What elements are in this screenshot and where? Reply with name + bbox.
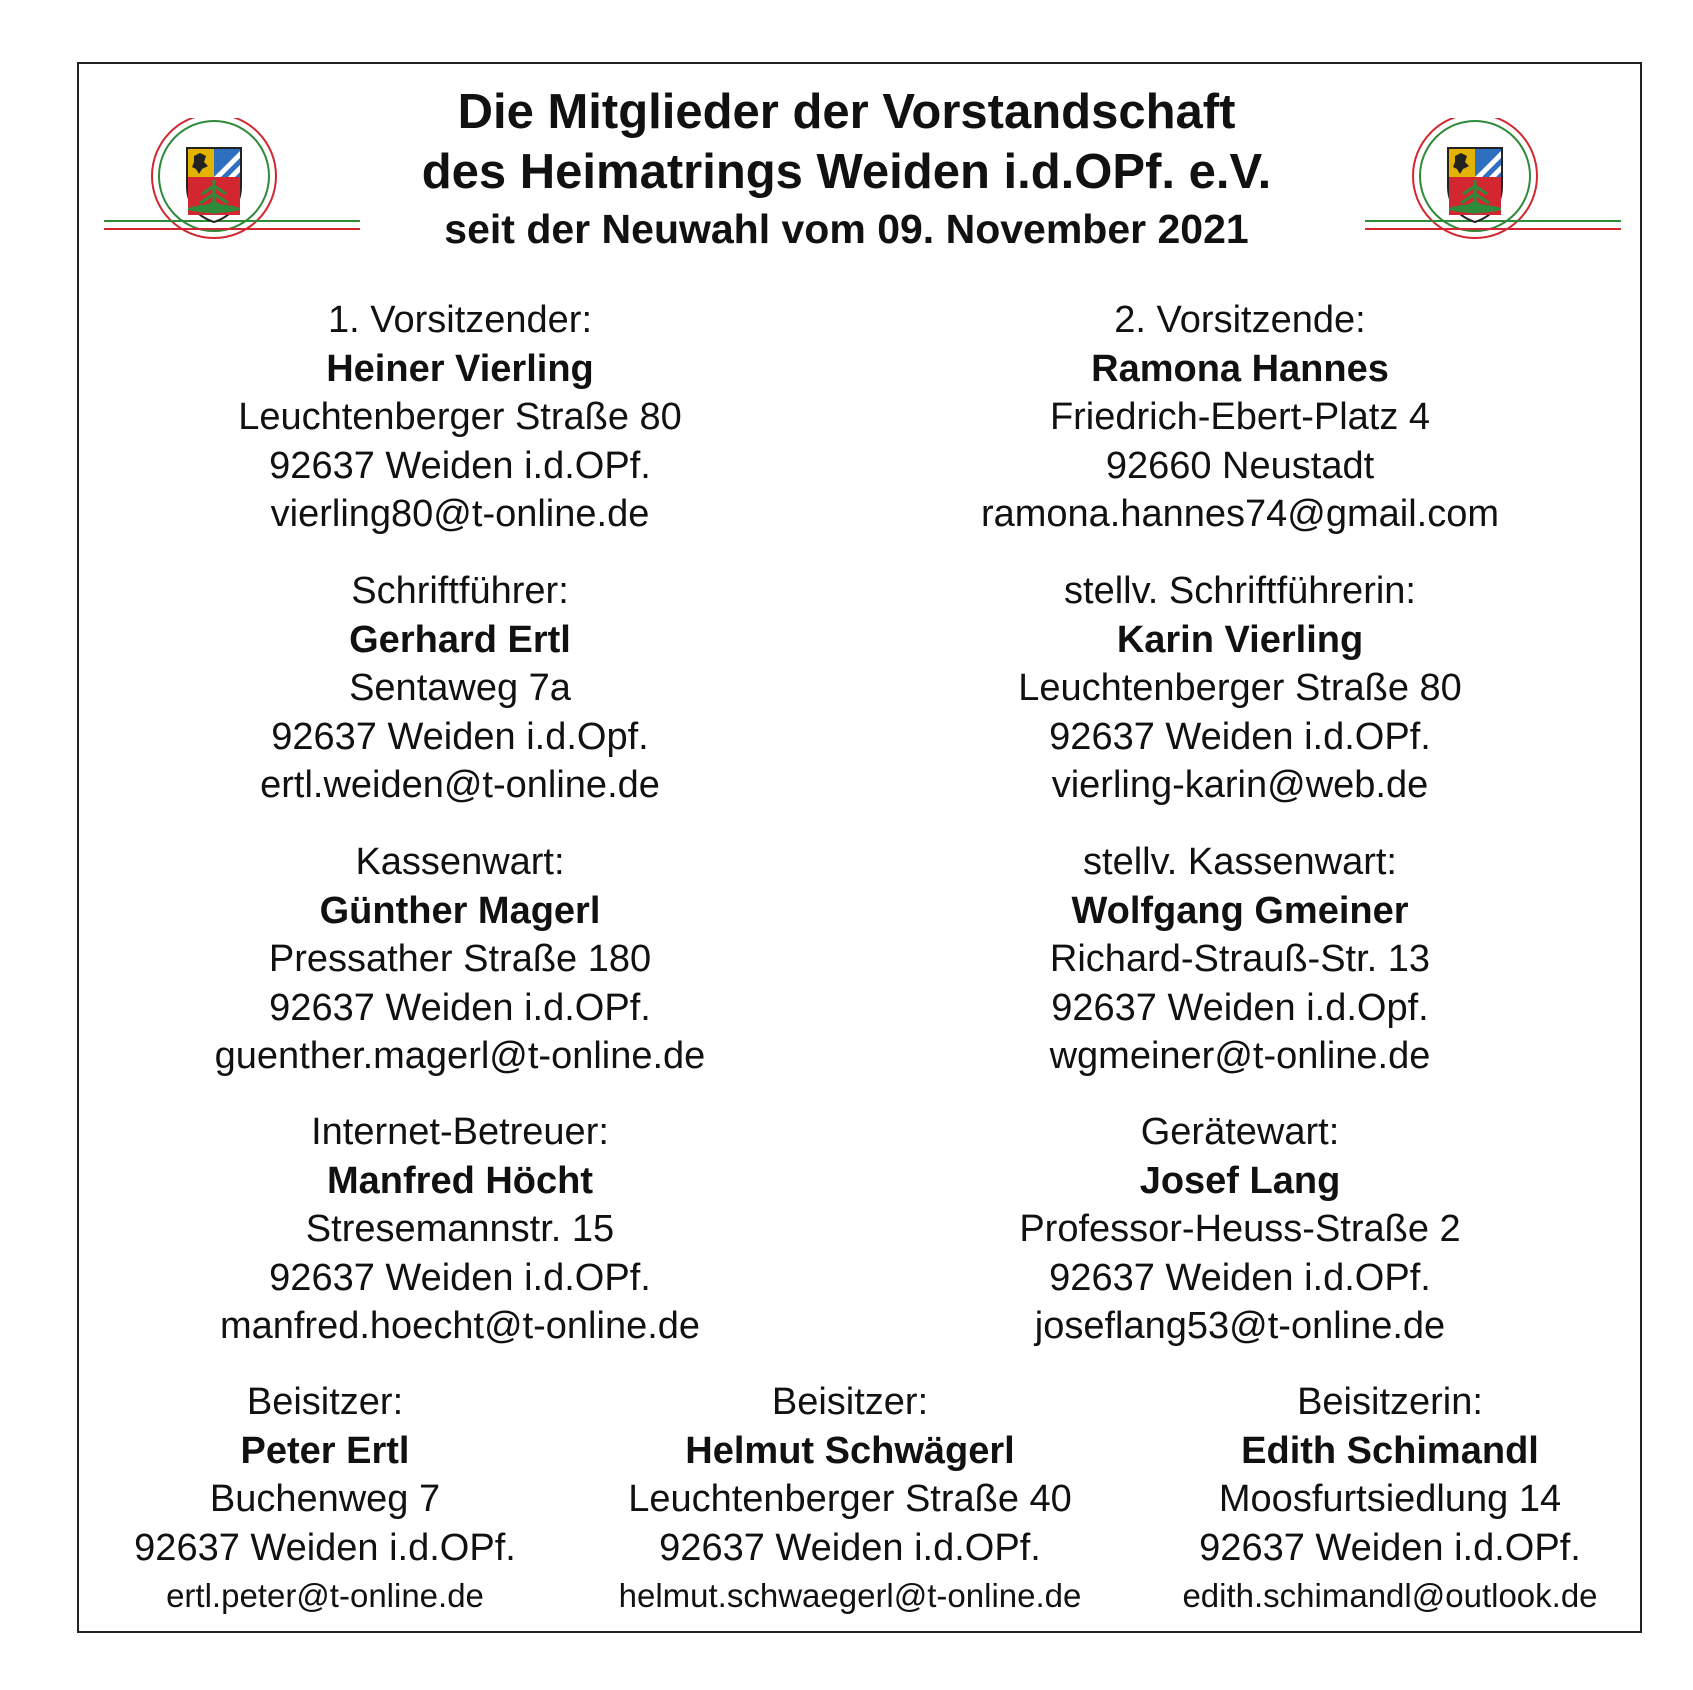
member-city: 92637 Weiden i.d.Opf. [271,715,649,758]
member-street: Friedrich-Ebert-Platz 4 [1049,396,1431,438]
member-city: 92637 Weiden i.d.OPf. [269,444,651,487]
member-name: Gerhard Ertl [349,618,571,661]
member-card [1140,1378,1640,1621]
member-email[interactable]: manfred.hoecht@t-online.de [219,1305,701,1347]
member-city: 92637 Weiden i.d.OPf. [1199,1526,1581,1569]
member-name: Karin Vierling [1116,618,1364,661]
title-line-3: seit der Neuwahl vom 09. November 2021 [444,206,1249,252]
member-name: Günther Magerl [319,889,601,932]
member-name: Edith Schimandl [1241,1429,1539,1472]
member-name: Manfred Höcht [327,1159,593,1202]
member-street: Leuchtenberger Straße 80 [1018,667,1462,709]
member-role: stellv. Kassenwart: [1083,841,1397,883]
member-email[interactable]: helmut.schwaegerl@t-online.de [618,1577,1082,1614]
member-role: Internet-Betreuer: [311,1111,609,1153]
member-role: Schriftführer: [351,570,569,612]
member-city: 92637 Weiden i.d.Opf. [1051,986,1429,1029]
member-street: Stresemannstr. 15 [305,1208,615,1250]
member-email[interactable]: edith.schimandl@outlook.de [1182,1577,1598,1614]
member-name: Helmut Schwägerl [685,1429,1015,1472]
member-street: Moosfurtsiedlung 14 [1218,1478,1562,1520]
member-email[interactable]: guenther.magerl@t-online.de [214,1035,706,1077]
member-city: 92660 Neustadt [1105,444,1375,487]
member-email[interactable]: wgmeiner@t-online.de [1049,1035,1431,1077]
member-street: Leuchtenberger Straße 40 [628,1478,1072,1520]
member-card [160,1108,760,1351]
title-line-2: des Heimatrings Weiden i.d.OPf. e.V. [421,145,1272,199]
member-city: 92637 Weiden i.d.OPf. [269,986,651,1029]
member-name: Peter Ertl [240,1429,410,1472]
member-street: Richard-Strauß-Str. 13 [1049,938,1431,980]
member-name: Josef Lang [1139,1159,1341,1202]
member-street: Buchenweg 7 [209,1478,441,1520]
member-email[interactable]: vierling-karin@web.de [1051,764,1429,806]
member-street: Professor-Heuss-Straße 2 [1019,1208,1461,1250]
member-email[interactable]: joseflang53@t-online.de [1034,1305,1446,1347]
member-email[interactable]: ertl.peter@t-online.de [166,1577,484,1614]
member-card [920,838,1560,1081]
member-role: Gerätewart: [1140,1111,1340,1153]
member-city: 92637 Weiden i.d.OPf. [134,1526,516,1569]
member-role: stellv. Schriftführerin: [1064,570,1416,612]
member-city: 92637 Weiden i.d.OPf. [269,1256,651,1299]
title-line-1: Die Mitglieder der Vorstandschaft [457,85,1236,139]
member-email[interactable]: ertl.weiden@t-online.de [260,764,660,806]
member-role: Beisitzer: [771,1381,929,1423]
member-card [160,838,760,1081]
member-role: Kassenwart: [355,841,565,883]
member-street: Pressather Straße 180 [268,938,652,980]
member-street: Leuchtenberger Straße 80 [238,396,682,438]
member-role: Beisitzer: [246,1381,404,1423]
member-role: 2. Vorsitzende: [1114,299,1366,341]
member-role: Beisitzerin: [1297,1381,1483,1423]
member-city: 92637 Weiden i.d.OPf. [1049,1256,1431,1299]
member-email[interactable]: vierling80@t-online.de [270,493,650,535]
member-card [100,1378,550,1621]
member-name: Heiner Vierling [326,347,594,390]
member-role: 1. Vorsitzender: [327,299,593,341]
member-name: Ramona Hannes [1091,347,1389,390]
member-card [920,567,1560,810]
member-card [920,296,1560,539]
member-card [160,296,760,539]
member-card [570,1378,1130,1621]
member-city: 92637 Weiden i.d.OPf. [1049,715,1431,758]
document-title [0,82,1693,256]
member-email[interactable]: ramona.hannes74@gmail.com [980,493,1500,535]
member-city: 92637 Weiden i.d.OPf. [659,1526,1041,1569]
member-card [920,1108,1560,1351]
member-name: Wolfgang Gmeiner [1071,889,1409,932]
member-street: Sentaweg 7a [349,667,571,709]
member-card [160,567,760,810]
